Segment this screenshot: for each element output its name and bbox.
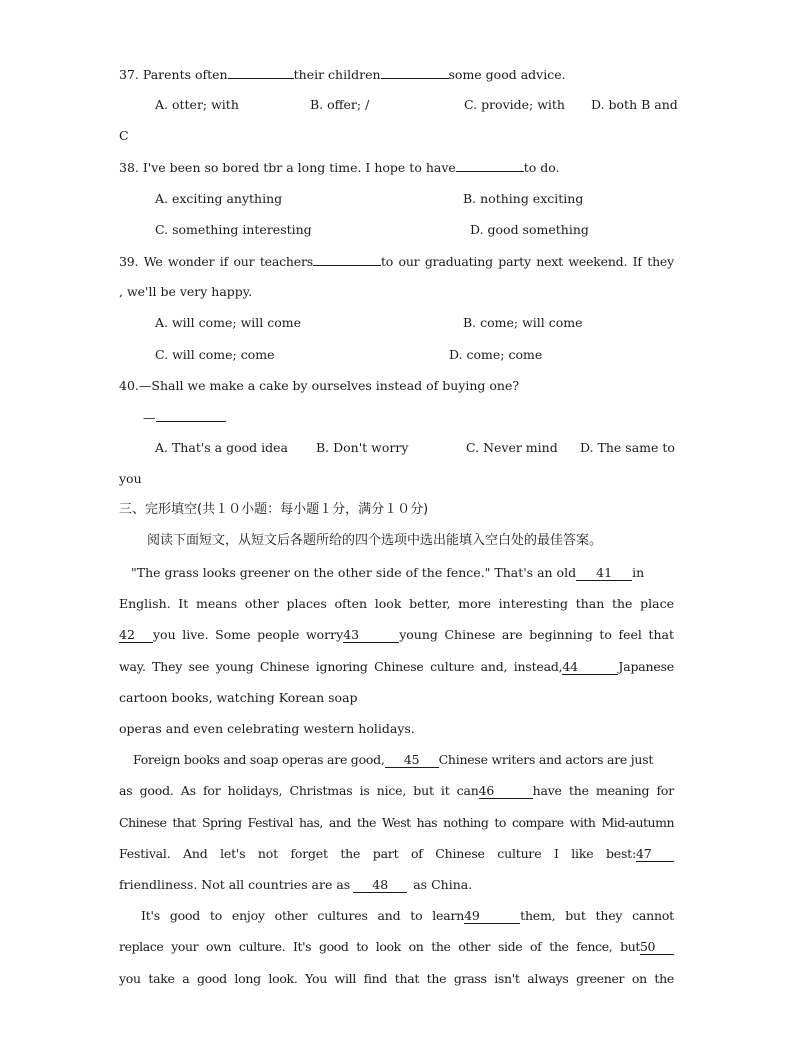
- passage-text: Foreign books and soap operas are good,: [133, 752, 385, 767]
- blank-41: 41: [576, 566, 632, 581]
- passage-line-6: operas and even celebrating western holidays.: [119, 721, 415, 736]
- blank-42: 42: [119, 628, 153, 643]
- passage-text: in: [632, 565, 645, 580]
- passage-text: Chinese writers and actors are just: [438, 752, 654, 767]
- q39-blank: [313, 253, 381, 266]
- q38-option-b: B. nothing exciting: [463, 191, 584, 206]
- q37-option-d-wrap: C: [119, 128, 129, 143]
- section-3-heading: 三、完形填空(共１０小题：每小题１分，满分１０分): [119, 502, 429, 517]
- q39-text-after: to our graduating party next weekend. If they: [380, 254, 674, 269]
- q40-option-d: D. The same to: [580, 440, 675, 455]
- q40-option-a: A. That's a good idea: [155, 440, 288, 455]
- passage-text: way. They see young Chinese ignoring Chinese culture and, instead,: [119, 659, 563, 674]
- passage-text: Festival. And let's not forget the part of Chinese culture I like best:: [119, 846, 636, 861]
- passage-line-4: [119, 659, 674, 675]
- q37-option-c: C. provide; with: [464, 97, 565, 112]
- q39-option-b: B. come; will come: [463, 315, 583, 330]
- passage-line-10: [119, 846, 674, 862]
- blank-46: 46: [479, 784, 533, 799]
- passage-text: replace your own culture. It's good to look on the other side of the fence, but: [119, 939, 640, 954]
- blank-47: 47: [636, 847, 674, 862]
- passage-text: them, but they cannot: [520, 908, 674, 923]
- passage-line-12: [141, 908, 674, 924]
- q37-text-middle: their children: [293, 67, 381, 82]
- q38-blank: [456, 159, 524, 172]
- q37-text-before: 37. Parents often: [119, 67, 228, 82]
- passage-line-1: [131, 565, 644, 581]
- passage-text: as good. As for holidays, Christmas is nice, but it can: [119, 783, 479, 798]
- passage-text: Japanese: [618, 659, 674, 674]
- passage-line-14: you take a good long look. You will find that the grass isn't always greener on the: [119, 971, 674, 986]
- blank-43: 43: [343, 628, 399, 643]
- q40-answer-line: [143, 409, 226, 426]
- q37-blank-2: [381, 66, 449, 79]
- q39-option-a: A. will come; will come: [155, 315, 302, 330]
- q39-text-before: 39. We wonder if our teachers: [119, 254, 313, 269]
- q38-option-c: C. something interesting: [155, 222, 312, 237]
- section-3-instruction: 阅读下面短文，从短文后各题所给的四个选项中选出能填入空白处的最佳答案。: [147, 533, 603, 548]
- question-38: [119, 159, 560, 176]
- passage-text: as China.: [413, 877, 473, 892]
- passage-line-9: Chinese that Spring Festival has, and the West has nothing to compare with Mid-autumn: [119, 815, 674, 830]
- passage-text: It's good to enjoy other cultures and to learn: [141, 908, 465, 923]
- blank-44: 44: [562, 660, 618, 675]
- q37-option-b: B. offer; /: [310, 97, 370, 112]
- passage-line-11: [119, 877, 472, 893]
- q40-answer-dash: —: [143, 410, 156, 425]
- q40-option-c: C. Never mind: [466, 440, 558, 455]
- q37-blank-1: [228, 66, 294, 79]
- passage-text: you live. Some people worry: [153, 627, 344, 642]
- passage-text: young Chinese are beginning to feel that: [399, 627, 675, 642]
- q38-option-d: D. good something: [470, 222, 589, 237]
- q40-blank: [156, 409, 226, 422]
- blank-48: 48: [353, 878, 407, 893]
- q40-option-b: B. Don't worry: [316, 440, 409, 455]
- q38-option-a: A. exciting anything: [155, 191, 283, 206]
- q40-option-d-wrap: you: [119, 471, 142, 486]
- passage-text: have the meaning for: [532, 783, 674, 798]
- q39-option-d: D. come; come: [449, 347, 543, 362]
- q38-text-after: to do.: [523, 160, 560, 175]
- blank-50: 50: [640, 940, 674, 955]
- q37-text-after: some good advice.: [448, 67, 566, 82]
- q39-line-2: , we'll be very happy.: [119, 284, 253, 299]
- q37-option-d: D. both B and: [591, 97, 678, 112]
- question-40: 40.—Shall we make a cake by ourselves instead of buying one?: [119, 378, 520, 393]
- passage-text: friendliness. Not all countries are as: [119, 877, 351, 892]
- passage-line-8: [119, 783, 674, 799]
- question-37: [119, 66, 566, 83]
- blank-45: 45: [385, 753, 439, 768]
- q38-text-before: 38. I've been so bored tbr a long time. I hope to have: [119, 160, 456, 175]
- passage-text: "The grass looks greener on the other side of the fence." That's an old: [131, 565, 577, 580]
- passage-line-13: [119, 939, 674, 955]
- passage-line-2: English. It means other places often look better, more interesting than the place: [119, 596, 674, 611]
- passage-line-5: cartoon books, watching Korean soap: [119, 690, 358, 705]
- q39-option-c: C. will come; come: [155, 347, 275, 362]
- q37-option-a: A. otter; with: [155, 97, 239, 112]
- passage-line-7: [133, 752, 653, 768]
- passage-line-3: [119, 627, 674, 643]
- blank-49: 49: [464, 909, 520, 924]
- question-39: [119, 253, 674, 270]
